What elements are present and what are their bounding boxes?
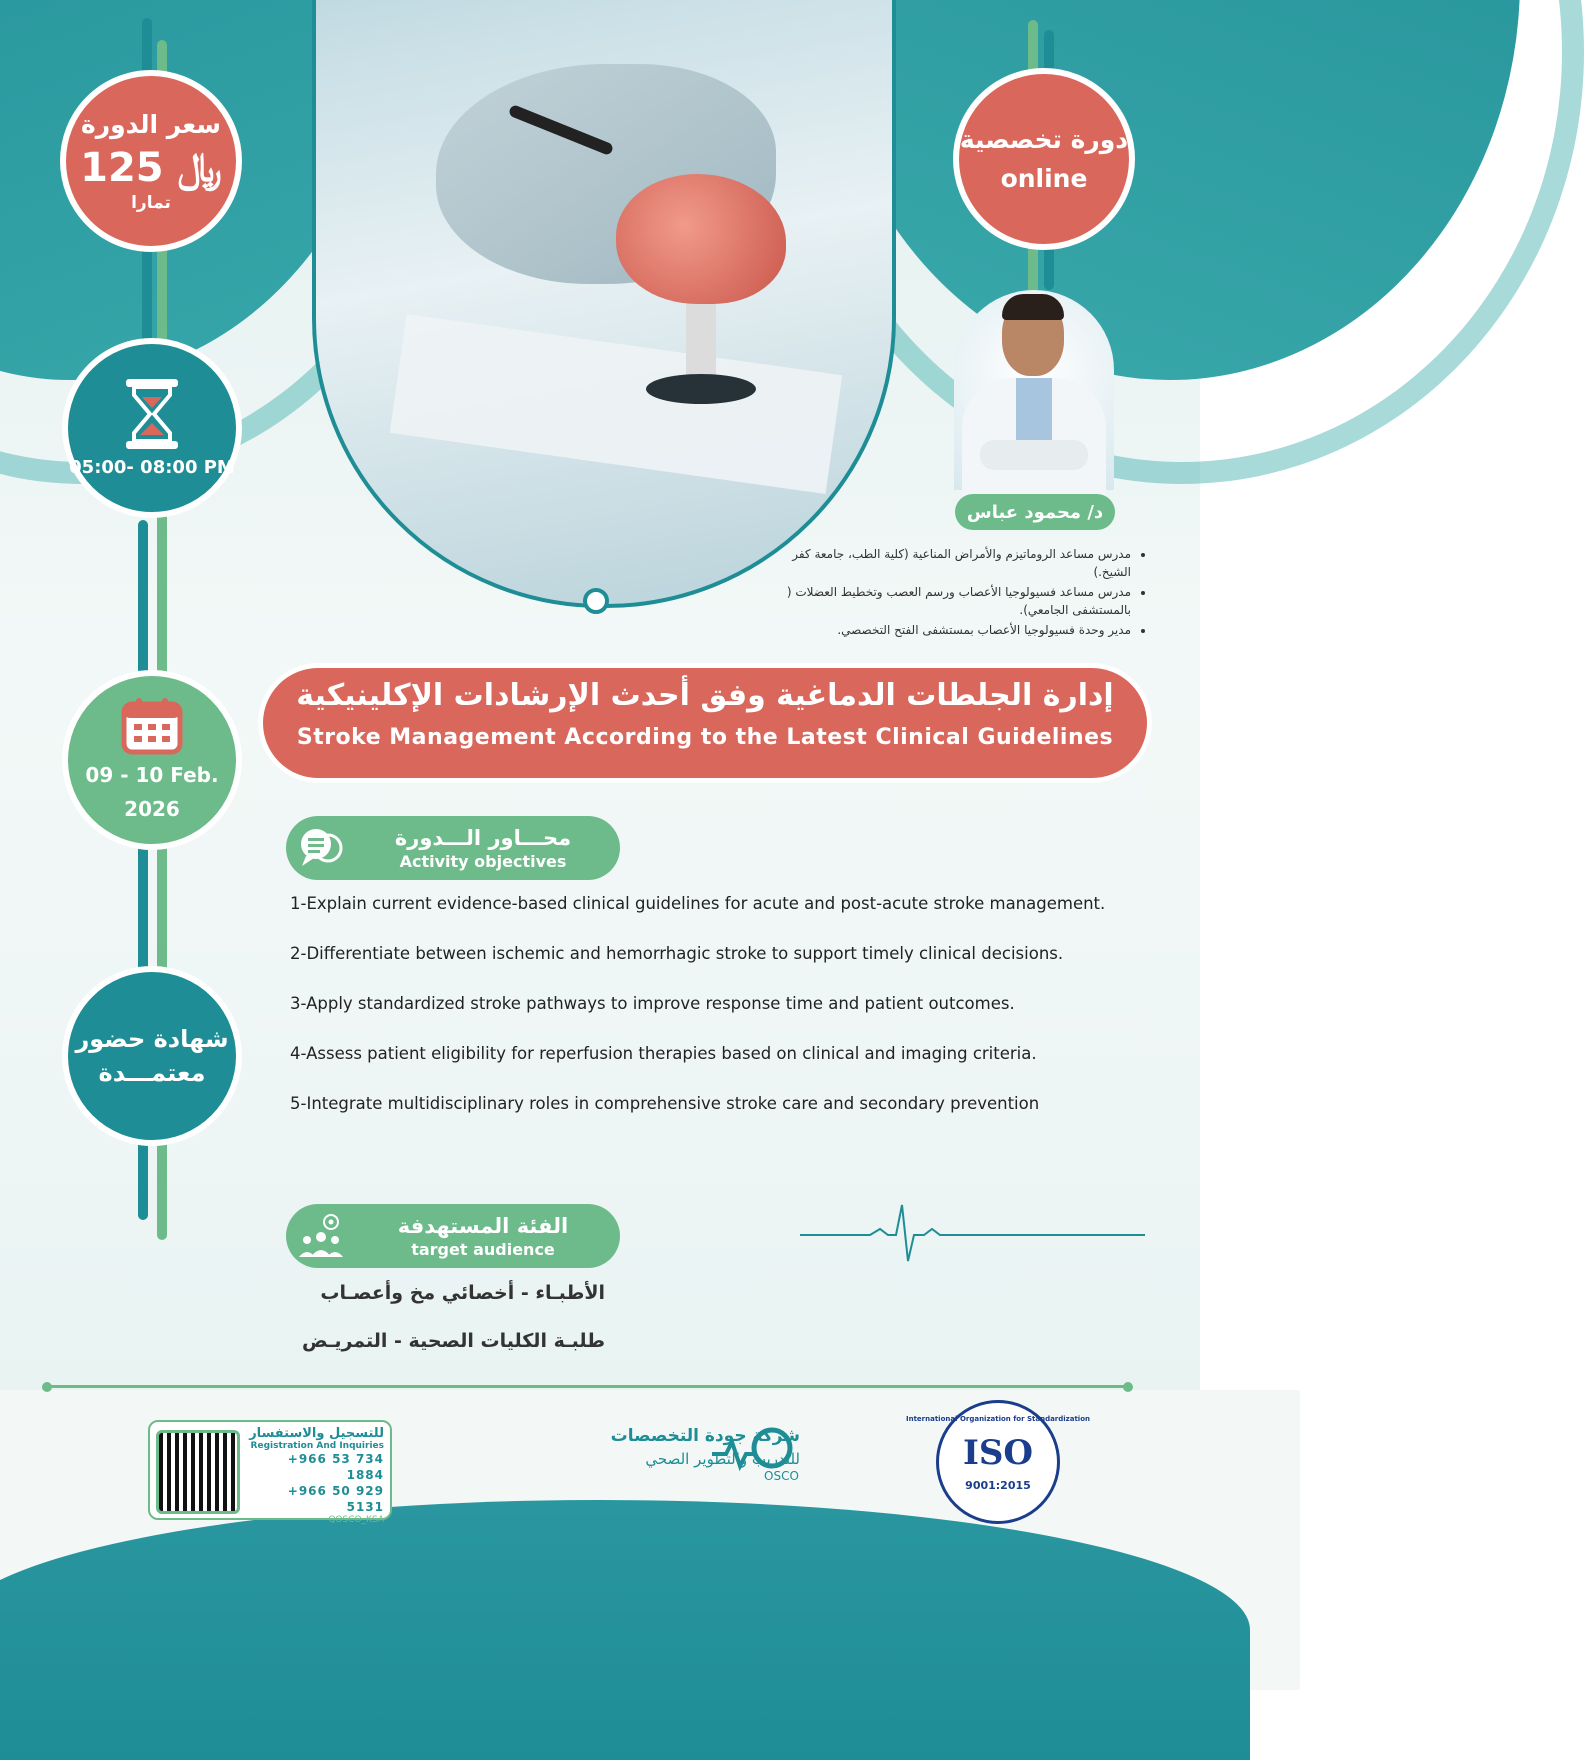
date-badge xyxy=(62,670,242,850)
list-item: 3-Apply standardized stroke pathways to improve response time and patient outcomes. xyxy=(290,994,1015,1013)
registration-label-ar: للتسجيل والاستفسار xyxy=(249,1426,384,1441)
calendar-icon xyxy=(120,696,184,756)
company-name-line2: للتدريب والتطوير الصحي xyxy=(645,1450,800,1468)
brain-base xyxy=(646,374,756,404)
iso-org-text xyxy=(905,1409,1091,1427)
objectives-list xyxy=(290,892,1170,1142)
objectives-label-en: Activity objectives xyxy=(399,851,567,871)
iso-org-label: International Organization for Standardization xyxy=(905,1415,1091,1423)
course-type-badge xyxy=(953,68,1135,250)
registration-label-en: Registration And Inquiries xyxy=(250,1441,384,1451)
list-item: 1-Explain current evidence-based clinical guidelines for acute and post-acute stroke management. xyxy=(290,894,1106,913)
list-item: 5-Integrate multidisciplinary roles in comprehensive stroke care and secondary prevention xyxy=(290,1094,1040,1113)
qr-code[interactable] xyxy=(156,1430,240,1514)
objectives-label-ar: محـــاور الـــدورة xyxy=(394,825,572,850)
qosco-logo-icon xyxy=(712,1422,808,1482)
instructor-bio-item: • مدرس مساعد الروماتيزم والأمراض المناعية (كلية الطب، جامعة كفر الشيخ.) xyxy=(760,545,1131,581)
arms-shape xyxy=(980,440,1088,470)
course-type-title: دورة تخصصية xyxy=(959,125,1129,154)
footer-wave xyxy=(0,1500,1250,1760)
tamara-label: تمارا xyxy=(131,192,171,213)
price-amount: 125 ﷼ xyxy=(80,144,222,191)
heartbeat-line-icon xyxy=(800,1195,1145,1265)
date-line1: 09 - 10 Feb. xyxy=(85,763,219,787)
price-title: سعر الدورة xyxy=(80,109,222,139)
audience-header xyxy=(286,1204,620,1268)
certificate-line2: معتمـــدة xyxy=(98,1059,206,1087)
audience-label-en: target audience xyxy=(411,1239,555,1259)
target-group-icon xyxy=(296,1211,346,1261)
audience-list xyxy=(300,1282,605,1378)
objectives-header xyxy=(286,816,620,880)
time-badge xyxy=(62,338,242,518)
iso-certification-badge xyxy=(905,1400,1091,1524)
brain-model-icon xyxy=(616,174,786,304)
phone-number[interactable]: +966 53 734 1884 xyxy=(287,1452,384,1482)
footer-divider-dot xyxy=(42,1382,52,1392)
time-text: 05:00- 08:00 PM xyxy=(69,457,235,478)
list-item: 2-Differentiate between ischemic and hemorrhagic stroke to support timely clinical decisions. xyxy=(290,944,1064,963)
brain-stand xyxy=(686,294,716,384)
instructor-bio xyxy=(760,545,1145,641)
date-line2: 2026 xyxy=(124,797,180,821)
hero-timeline-dot xyxy=(583,588,609,614)
chat-bubbles-icon xyxy=(296,823,346,873)
course-title-banner xyxy=(258,663,1152,783)
certificate-badge xyxy=(62,966,242,1146)
certificate-line1: شهادة حضور xyxy=(75,1025,229,1053)
footer-divider-dot xyxy=(1123,1382,1133,1392)
registration-box xyxy=(148,1420,392,1525)
list-item: 4-Assess patient eligibility for reperfusion therapies based on clinical and imaging criteria. xyxy=(290,1044,1037,1063)
footer-divider xyxy=(46,1385,1129,1388)
instructor-bio-item: • مدير وحدة فسيولوجيا الأعصاب بمستشفى الفتح التخصصي. xyxy=(760,621,1131,639)
price-badge xyxy=(60,70,242,252)
iso-word: ISO xyxy=(962,1432,1034,1473)
instructor-photo xyxy=(954,290,1114,490)
paper-shape xyxy=(390,314,842,494)
list-item: طلبـة الكليات الصحية - التمريـض xyxy=(301,1330,605,1352)
audience-label-ar: الفئة المستهدفة xyxy=(397,1213,569,1238)
course-mode: online xyxy=(1000,164,1088,193)
hourglass-icon xyxy=(122,377,182,451)
course-title-english: Stroke Management According to the Latest Clinical Guidelines xyxy=(296,725,1114,750)
instructor-bio-item: • مدرس مساعد فسيولوجيا الأعصاب ورسم العصب وتخطيط العضلات ( بالمستشفى الجامعي). xyxy=(760,583,1131,619)
hair-shape xyxy=(1002,294,1064,320)
list-item: الأطبـاء - أخصائي مخ وأعصـاب xyxy=(320,1282,605,1304)
logo-text: OSCO xyxy=(764,1469,799,1483)
course-title-arabic: إدارة الجلطات الدماغية وفق أحدث الإرشادات الإكلينيكية xyxy=(296,678,1114,713)
iso-standard: 9001:2015 xyxy=(965,1478,1031,1492)
hero-image xyxy=(312,0,896,608)
social-handle[interactable]: QOSCO_KSA xyxy=(328,1515,384,1525)
instructor-name: د/ محمود عباس xyxy=(955,494,1115,530)
company-name-line1: شركة جودة التخصصات xyxy=(610,1426,800,1446)
phone-number[interactable]: +966 50 929 5131 xyxy=(287,1484,384,1514)
